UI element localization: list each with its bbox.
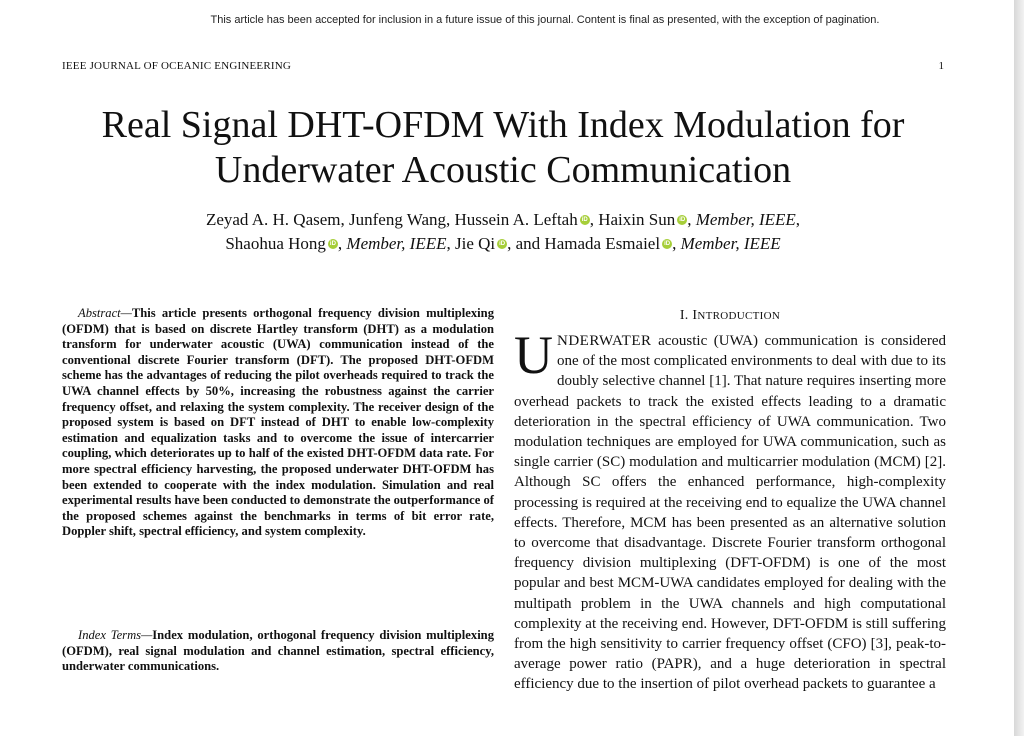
author-list: Zeyad A. H. Qasem, Junfeng Wang, Hussein A. Leftah iD , Haixin Sun iD , Member, IEEE, Shaohua Hong iD , Member, IEEE, Jie Qi iD , and Hamada Esmaiel iD , Member, IEEE [205, 210, 801, 253]
page-number: 1 [938, 60, 944, 72]
intro-first-word: NDERWATER [557, 333, 652, 349]
author-membership: Member, IEEE [695, 210, 796, 229]
section-first-letter: I [692, 308, 698, 323]
title-line-1: Real Signal DHT-OFDM With Index Modulation for [101, 104, 905, 146]
index-terms [62, 628, 494, 675]
orcid-icon[interactable]: iD [499, 241, 506, 247]
drop-cap: U [514, 325, 553, 385]
author-membership: Member, IEEE [346, 234, 447, 253]
abstract-lead: Abstract— [78, 306, 132, 320]
abstract [62, 306, 494, 540]
introduction-paragraph [514, 325, 946, 695]
author-group-1: Zeyad A. H. Qasem, Junfeng Wang, Hussein A. Leftah [205, 210, 578, 229]
index-terms-body: Index modulation, orthogonal frequency division multiplexing (OFDM), real signal modulation and channel estimation, spectral efficiency, underwater communications. [62, 628, 494, 674]
orcid-icon[interactable]: iD [581, 217, 588, 223]
section-title-rest: NTRODUCTION [697, 310, 781, 322]
abstract-body: This article presents orthogonal frequency division multiplexing (OFDM) that is based on discrete Hartley transform (DHT) as a modulation transform for underwater acoustic (UWA) communication instead of the conventional discrete Fourier transform (DFT). The proposed DHT-OFDM scheme has the advantages of reducing the pilot overheads required to track the UWA channel effects by 50%, increasing the robustness against the carrier frequency offset, and relaxing the system complexity. The receiver design of the proposed system is based on DFT instead of DHT to enable low-complexity estimation and equalization tasks and to overcome the issue of intercarrier coupling, which deteriorates up to half of the existed DHT-OFDM data rate. For more spectral efficiency harvesting, the proposed underwater DHT-OFDM has been extended to cooperate with the index modulation. Simulation and real experimental results have been conducted to demonstrate the outperformance of the proposed schemes against the benchmarks in terms of bit error rate, Doppler shift, spectral efficiency, and system complexity. [62, 306, 494, 539]
orcid-icon[interactable]: iD [679, 217, 686, 223]
running-head: IEEE JOURNAL OF OCEANIC ENGINEERING [62, 60, 292, 72]
title-line-2: Underwater Acoustic Communication [214, 149, 792, 191]
author-group-3: Shaohua Hong [225, 234, 326, 253]
author-membership: Member, IEEE [680, 234, 781, 253]
acceptance-notice: This article has been accepted for inclusion in a future issue of this journal. Content is final as presented, with the exception of pagination. [210, 14, 880, 26]
paper-title [0, 103, 1006, 193]
section-heading-introduction [514, 308, 946, 324]
page-shadow-edge [1014, 0, 1024, 736]
author-group-5: , and Hamada Esmaiel [507, 234, 661, 253]
author-group-2: , Haixin Sun [589, 210, 676, 229]
orcid-icon[interactable]: iD [329, 241, 336, 247]
orcid-icon[interactable]: iD [664, 241, 671, 247]
intro-body: acoustic (UWA) communication is considered one of the most complicated environments to deal with due to its doubly selective channel [1]. That nature requires inserting more overhead packets to track the existed effects leading to a dramatic deterioration in the spectral efficiency of UWA communication. Two modulation techniques are employed for UWA communication, such as single carrier (SC) modulation and multicarrier modulation (MCM) [2]. Although SC offers the enhanced performance, high-complexity processing is required at the receiving end to equalize the UWA channel effects. Therefore, MCM has been presented as an alternative solution to overcome that disadvantage. Discrete Fourier transform orthogonal frequency division multiplexing (DFT-OFDM) is one of the most popular and best MCM-UWA candidates employed for dealing with the multipath problem in the UWA channels and high computational complexity at the receiving end. However, DFT-OFDM is still suffering from the high sensitivity to carrier frequency offset (CFO) [3], peak-to-average power ratio (PAPR), and a huge deterioration in spectral efficiency due to the insertion of pilot overhead packets to guarantee a [514, 333, 946, 693]
index-terms-lead: Index Terms— [78, 628, 153, 642]
author-group-4: , Jie Qi [446, 234, 496, 253]
section-number: I. [679, 308, 689, 323]
